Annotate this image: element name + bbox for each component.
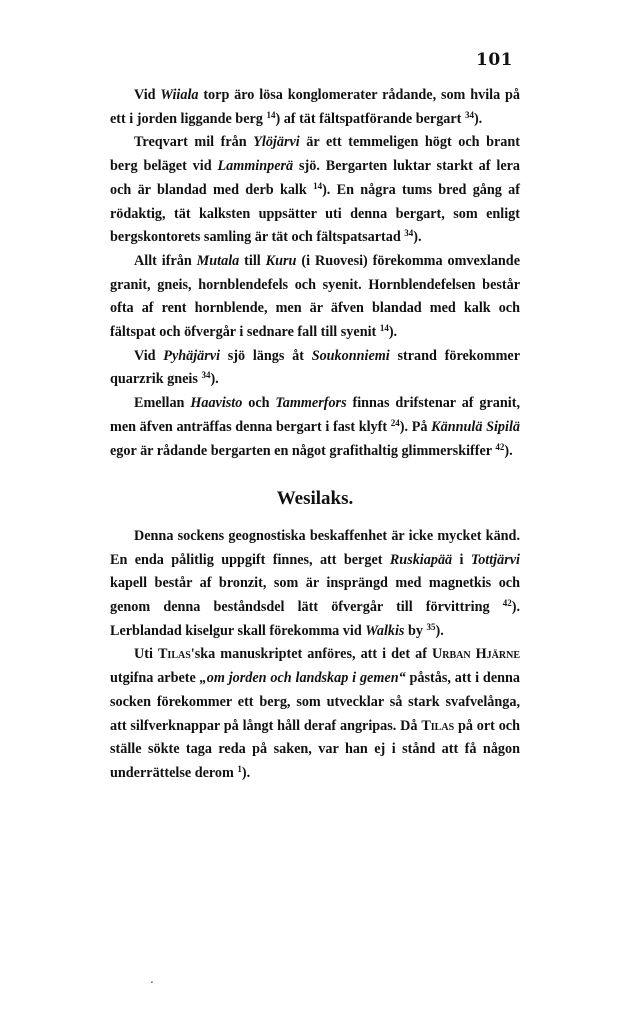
footnote-ref: 14 <box>313 180 323 191</box>
italic-name: Soukonniemi <box>311 347 390 364</box>
smallcaps-name: Tilas <box>421 717 455 734</box>
text-run: ). Lerblandad kiselgur skall förekomma vid <box>110 599 520 639</box>
italic-name: Ylöjärvi <box>253 134 300 151</box>
italic-name: „om jorden och landskap i gemen“ <box>199 670 406 687</box>
paragraphs-bottom <box>110 525 520 786</box>
footnote-ref: 34 <box>201 370 211 381</box>
text-run: ). <box>388 324 398 341</box>
text-run: ) af tät fältspatförande bergart <box>275 110 465 127</box>
text-run: sjö. Bergarten luktar starkt af lera och är blandad med derb kalk <box>110 158 521 198</box>
text-run: ). På <box>399 418 432 435</box>
italic-name: Kännulä Sipilä <box>431 418 520 435</box>
body-text <box>110 84 520 786</box>
footnote-ref: 42 <box>502 598 512 609</box>
text-run: ). <box>413 229 422 246</box>
paragraph <box>110 250 520 345</box>
text-run: och <box>242 395 276 412</box>
text-run: utgifna arbete <box>110 670 200 687</box>
paragraph <box>110 525 520 644</box>
paragraph <box>110 345 520 392</box>
italic-name: Haavisto <box>190 395 243 412</box>
text-run: till <box>239 252 266 269</box>
italic-name: Ruskiapää <box>389 551 453 568</box>
text-run: ). <box>210 371 219 388</box>
text-run: Treqvart mil från <box>134 134 254 151</box>
text-run: ). En några tums bred gång af rödaktig, tät kalksten uppsätter uti denna bergart, som enligt bergskontorets samling är tät och fältspatsartad <box>110 181 520 246</box>
paragraphs-top <box>110 84 520 463</box>
italic-name: Tottjärvi <box>470 551 520 568</box>
text-run: på ort och ställe sökte taga reda på saken, var han ej i stånd att få någon underrättelse derom <box>110 717 520 781</box>
italic-name: Wiiala <box>160 87 199 103</box>
footnote-ref: 42 <box>495 441 505 452</box>
text-run: ). <box>473 110 483 127</box>
text-run: by <box>404 622 427 639</box>
footnote-ref: 14 <box>379 323 389 334</box>
footnote-ref: 34 <box>404 228 414 239</box>
paragraph <box>110 84 520 131</box>
italic-name: Tammerfors <box>275 395 347 412</box>
section-heading: Wesilaks. <box>276 488 354 510</box>
text-run: Vid <box>134 87 161 103</box>
footnote-ref: 34 <box>464 109 474 120</box>
page-number: 101 <box>476 50 513 70</box>
text-run: ). <box>435 622 444 639</box>
text-run: finnas drifstenar af granit, men äfven anträffas denna bergart i fast klyft <box>110 395 520 435</box>
paragraph <box>110 392 520 463</box>
footnote-ref: 24 <box>390 417 400 428</box>
text-run: är ett temmeligen högt och brant berg beläget vid <box>110 134 521 175</box>
text-run: ). <box>504 442 513 459</box>
italic-name: Lamminperä <box>217 158 294 175</box>
paragraph <box>110 643 520 785</box>
smallcaps-name: Urban Hjärne <box>431 646 520 663</box>
text-run: torp äro lösa konglomerater rådande, som hvila på ett i jorden liggande berg <box>110 87 520 127</box>
italic-name: Kuru <box>265 252 297 269</box>
text-run: egor är rådande bergarten en något grafithaltig glimmerskiffer <box>110 442 496 459</box>
italic-name: Walkis <box>365 622 405 639</box>
footnote-ref: 35 <box>426 621 436 632</box>
text-run: 'ska manuskriptet anföres, att i det af <box>190 646 432 663</box>
text-run: kapell består af bronzit, som är insprängd med magnetkis och genom denna beståndsdel lätt öfvergår till förvittring <box>110 575 520 616</box>
text-run: strand förekommer quarzrik gneis <box>110 347 521 388</box>
text-run: Denna sockens geognostiska beskaffenhet är icke mycket känd. En enda pålitlig uppgift finnes, att berget <box>110 527 520 568</box>
footnote-ref: 14 <box>266 109 276 120</box>
footnote-ref: 1 <box>237 763 242 774</box>
text-run: Emellan <box>134 395 191 412</box>
text-run: påstås, att i denna socken förekommer ett berg, som utvecklar så stark svafvelånga, att silfverknappar på långt håll deraf angripas. Då <box>110 670 520 734</box>
text-run: ). <box>241 764 251 781</box>
paragraph <box>110 131 520 250</box>
italic-name: Mutala <box>196 252 240 269</box>
stray-mark: . <box>150 972 154 986</box>
italic-name: Pyhäjärvi <box>163 347 221 364</box>
text-run: Allt ifrån <box>134 252 197 269</box>
text-run: Vid <box>134 347 164 364</box>
text-run: (i Ruovesi) förekomma omvexlande granit, gneis, hornblendefels och syenit. Hornblendefelsen består ofta af rent hornblende, men är äfven blandad med kalk och fältspat och öfvergår i sednare fall till syenit <box>110 252 520 341</box>
smallcaps-name: Tilas <box>157 646 191 663</box>
text-run: i <box>452 551 471 568</box>
text-run: Uti <box>134 646 158 663</box>
text-run: sjö längs åt <box>220 347 312 364</box>
